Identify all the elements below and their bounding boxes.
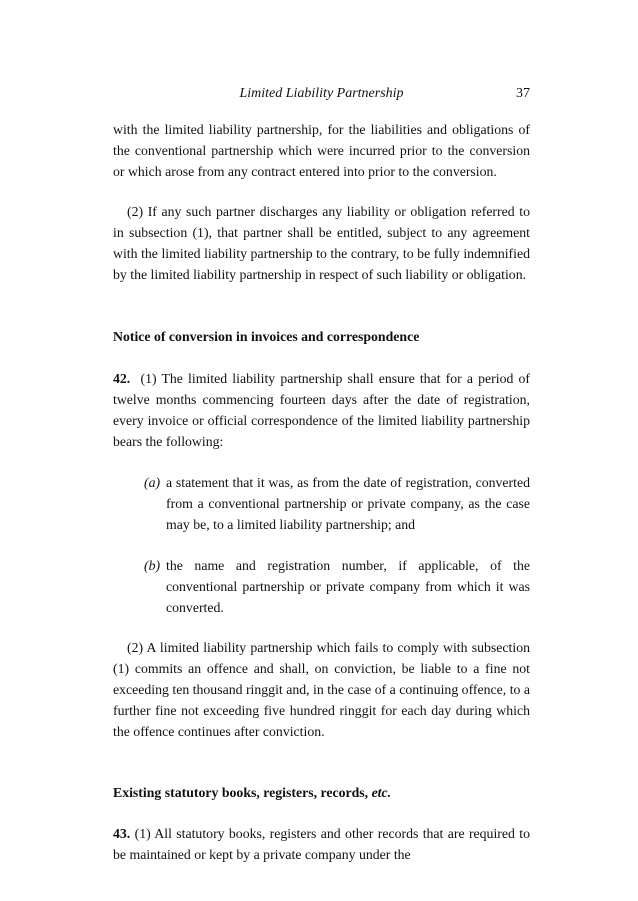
section-43-heading-italic: etc. <box>371 785 392 800</box>
list-item-label: (a) <box>144 475 161 490</box>
section-43-subsection-1-text: (1) All statutory books, registers and other records that are required to be maintained or kept by a private company under the <box>113 826 530 862</box>
list-item-text: the name and registration number, if applicable, of the conventional partnership or private company from which it was converted. <box>166 558 530 615</box>
section-42-subsection-1 <box>113 368 530 452</box>
section-43-subsection-1 <box>113 823 530 865</box>
section-43-number: 43. <box>113 826 131 841</box>
page-number: 37 <box>516 86 530 101</box>
running-header <box>113 86 530 110</box>
section-42-heading: Notice of conversion in invoices and correspondence <box>113 329 420 344</box>
section-43-heading-text: Existing statutory books, registers, records, <box>113 785 369 800</box>
running-title: Limited Liability Partnership <box>239 86 404 101</box>
list-item-label: (b) <box>144 558 161 573</box>
section-43-heading <box>113 782 530 803</box>
section-41-continuation: with the limited liability partnership, for the liabilities and obligations of the conventional partnership which were incurred prior to the conversion or which arose from any contract entered into prior to the conversion. <box>113 122 530 179</box>
list-item <box>144 472 530 535</box>
document-page <box>113 86 530 865</box>
section-41-subsection-2: (2) If any such partner discharges any liability or obligation referred to in subsection (1), that partner shall be entitled, subject to any agreement with the limited liability partnership to the contrary, to be fully indemnified by the limited liability partnership in respect of such liability or obligation. <box>113 204 530 282</box>
list-item <box>144 555 530 618</box>
list-item-text: a statement that it was, as from the date of registration, converted from a conventional partnership or private company, as the case may be, to a limited liability partnership; and <box>166 475 530 532</box>
section-42-subsection-1-text: (1) The limited liability partnership shall ensure that for a period of twelve months commencing fourteen days after the date of registration, every invoice or official correspondence of the limited liability partnership bears the following: <box>113 371 530 449</box>
section-42-subsection-2: (2) A limited liability partnership which fails to comply with subsection (1) commits an offence and shall, on conviction, be liable to a fine not exceeding ten thousand ringgit and, in the case of a continuing offence, to a further fine not exceeding five hundred ringgit for each day during which the offence continues after conviction. <box>113 640 530 739</box>
section-42-number: 42. <box>113 371 131 386</box>
